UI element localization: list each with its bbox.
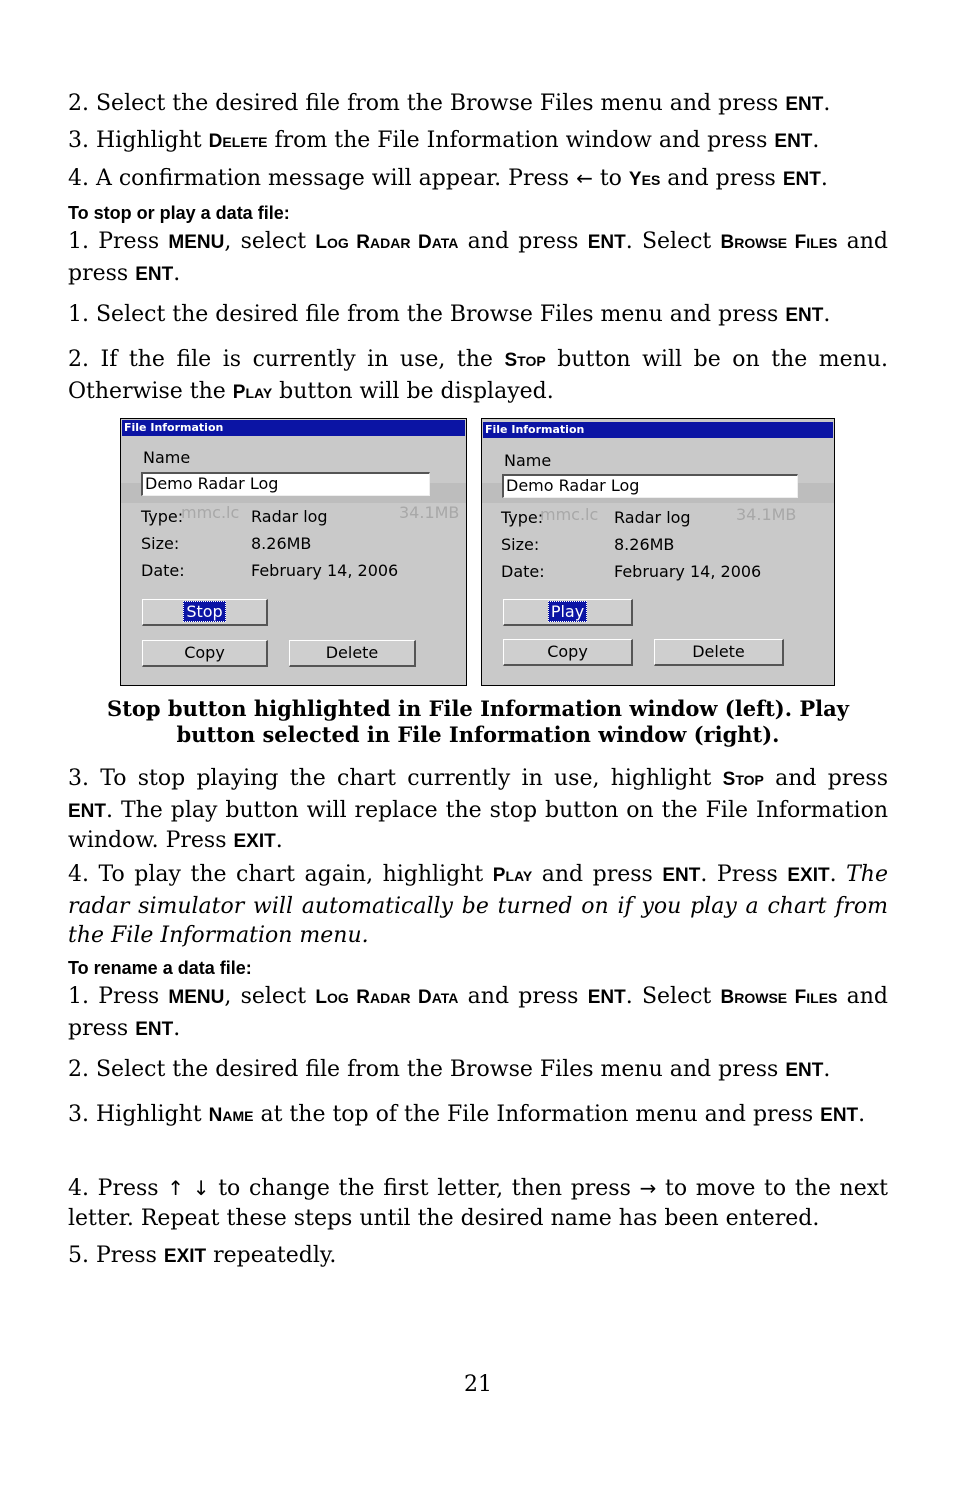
- step-3-highlight-delete: 3. Highlight DELETE from the File Information window and press ENT.: [68, 128, 820, 153]
- date-label: Date:: [501, 562, 545, 581]
- copy-button[interactable]: Copy: [503, 639, 633, 666]
- size-value: 8.26MB: [251, 534, 312, 553]
- window-title: File Information: [483, 422, 833, 438]
- size-label: Size:: [501, 535, 540, 554]
- date-value: February 14, 2006: [251, 561, 399, 580]
- file-information-window-left: [120, 418, 467, 686]
- rename-step-4: 4. Press ↑ ↓ to change the first letter, then press → to move to the next letter. Repeat these steps until the desired name has been entered.: [68, 1176, 888, 1231]
- rename-step-1: 1. Press MENU, select LOG RADAR DATA and press ENT. Select BROWSE FILES and press ENT.: [68, 984, 889, 1041]
- step-2-select-file: 2. Select the desired file from the Browse Files menu and press ENT.: [68, 91, 831, 116]
- name-label: Name: [504, 451, 552, 470]
- left-arrow-icon: ←: [576, 166, 593, 190]
- down-arrow-icon: ↓: [192, 1176, 210, 1200]
- rename-step-3: 3. Highlight NAME at the top of the File Information menu and press ENT.: [68, 1102, 866, 1127]
- copy-button[interactable]: Copy: [142, 640, 268, 667]
- page-number: 21: [464, 1372, 492, 1397]
- up-arrow-icon: ↑: [167, 1176, 185, 1200]
- mid-step-3: 3. To stop playing the chart currently in use, highlight STOP and press ENT. The play button will replace the stop button on the File Information window. Press EXIT.: [68, 766, 888, 853]
- type-label: Type:: [501, 508, 544, 527]
- size-label: Size:: [141, 534, 180, 553]
- stop-step-select-file: 1. Select the desired file from the Browse Files menu and press ENT.: [68, 302, 831, 327]
- file-information-window-right: [481, 418, 835, 686]
- type-label: Type:: [141, 507, 184, 526]
- figure-caption: Stop button highlighted in File Information window (left). Play button selected in File Information window (right).: [107, 696, 849, 747]
- date-label: Date:: [141, 561, 185, 580]
- date-value: February 14, 2006: [614, 562, 762, 581]
- size-value: 8.26MB: [614, 535, 675, 554]
- mid-step-4: 4. To play the chart again, highlight PLAY and press ENT. Press EXIT. The radar simulator will automatically be turned on if you play a chart from the File Information menu.: [68, 862, 888, 948]
- right-arrow-icon: →: [639, 1176, 657, 1200]
- delete-button[interactable]: Delete: [654, 639, 784, 666]
- heading-stop-play: To stop or play a data file:: [68, 203, 290, 223]
- stop-step-2: 2. If the file is currently in use, the STOP button will be on the menu. Otherwise the PLAY button will be displayed.: [68, 347, 888, 404]
- stop-button[interactable]: Stop: [142, 599, 268, 626]
- step-4-confirmation: 4. A confirmation message will appear. Press ← to YES and press ENT.: [68, 166, 828, 191]
- delete-button[interactable]: Delete: [289, 640, 416, 667]
- name-input[interactable]: Demo Radar Log: [502, 474, 798, 498]
- heading-rename: To rename a data file:: [68, 958, 252, 978]
- background-size: 34.1MB: [736, 505, 797, 524]
- background-file: mmc.lc: [540, 505, 599, 524]
- type-value: Radar log: [251, 507, 328, 526]
- name-input[interactable]: Demo Radar Log: [141, 472, 430, 496]
- stop-step-1: 1. Press MENU, select LOG RADAR DATA and press ENT. Select BROWSE FILES and press ENT.: [68, 229, 889, 286]
- background-file: mmc.lc: [181, 503, 240, 522]
- rename-step-2: 2. Select the desired file from the Browse Files menu and press ENT.: [68, 1057, 831, 1082]
- window-title: File Information: [122, 420, 465, 436]
- type-value: Radar log: [614, 508, 691, 527]
- background-size: 34.1MB: [399, 503, 460, 522]
- name-label: Name: [143, 448, 191, 467]
- play-button[interactable]: Play: [503, 599, 633, 626]
- rename-step-5: 5. Press EXIT repeatedly.: [68, 1243, 337, 1268]
